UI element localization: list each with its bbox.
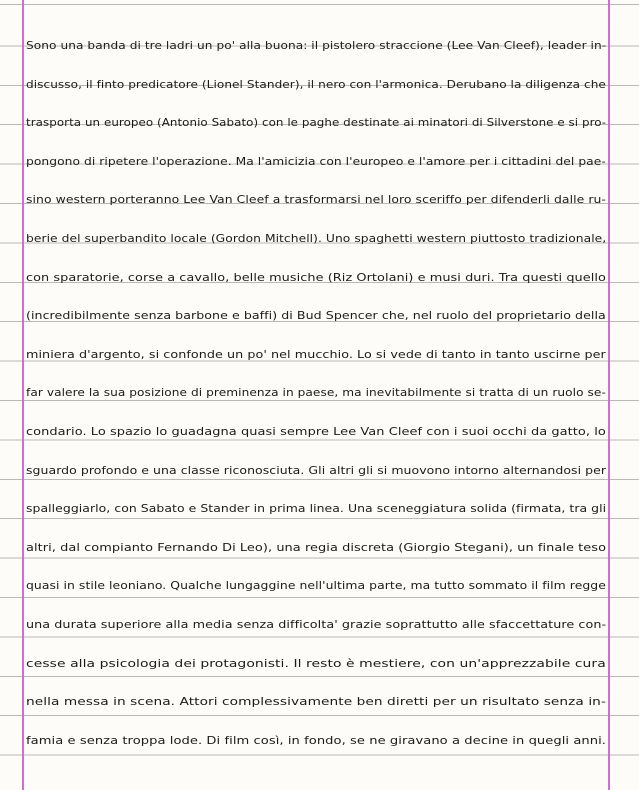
text-line: Sono una banda di tre ladri un po' alla buona: il pistolero straccione (Lee Van Cleef), leader in- [26,40,607,52]
text-line: berie del superbandito locale (Gordon Mitchell). Uno spaghetti western piuttosto tradizionale, [26,232,607,245]
text-line: discusso, il finto predicatore (Lionel Stander), il nero con l'armonica. Derubano la diligenza che [26,78,606,91]
handwritten-text-block [26,27,608,760]
text-line: quasi in stile leoniano. Qualche lungaggine nell'ultima parte, ma tutto sommato il film regge [26,580,606,593]
text-line: (incredibilmente senza barbone e baffi) di Bud Spencer che, nel ruolo del proprietario della [26,310,606,323]
text-line: con sparatorie, corse a cavallo, belle musiche (Riz Ortolani) e musi duri. Tra questi quello [26,271,606,284]
text-line: miniera d'argento, si confonde un po' nel mucchio. Lo si vede di tanto in tanto uscirne per [26,348,606,361]
text-line: pongono di ripetere l'operazione. Ma l'amicizia con l'europeo e l'amore per i cittadini del pae- [26,155,606,168]
text-line: una durata superiore alla media senza difficolta' grazie soprattutto alle sfaccettature con- [26,618,607,631]
text-line: cesse alla psicologia dei protagonisti. Il resto è mestiere, con un'apprezzabile cura [26,657,606,670]
left-margin-line [22,0,24,790]
text-line: nella messa in scena. Attori complessivamente ben diretti per un risultato senza in- [26,696,606,709]
text-line: spalleggiarlo, con Sabato e Stander in prima linea. Una sceneggiatura solida (firmata, tra gli [26,503,607,516]
text-line: famia e senza troppa lode. Di film così, in fondo, se ne giravano a decine in quegli anni. [26,734,607,747]
text-line: condario. Lo spazio lo guadagna quasi sempre Lee Van Cleef con i suoi occhi da gatto, lo [26,425,606,438]
text-line: sguardo profondo e una classe riconosciuta. Gli altri gli si muovono intorno alternandosi per [26,464,607,477]
text-line: altri, dal compianto Fernando Di Leo), una regia discreta (Giorgio Stegani), un finale teso [26,541,607,554]
text-line: sino western porteranno Lee Van Cleef a trasformarsi nel loro sceriffo per difenderli dalle ru- [26,194,606,207]
text-line: trasporta un europeo (Antonio Sabato) con le paghe destinate ai minatori di Silverstone e si pro- [26,117,607,130]
text-line: far valere la sua posizione di preminenza in paese, ma inevitabilmente si tratta di un ruolo se- [26,387,606,400]
